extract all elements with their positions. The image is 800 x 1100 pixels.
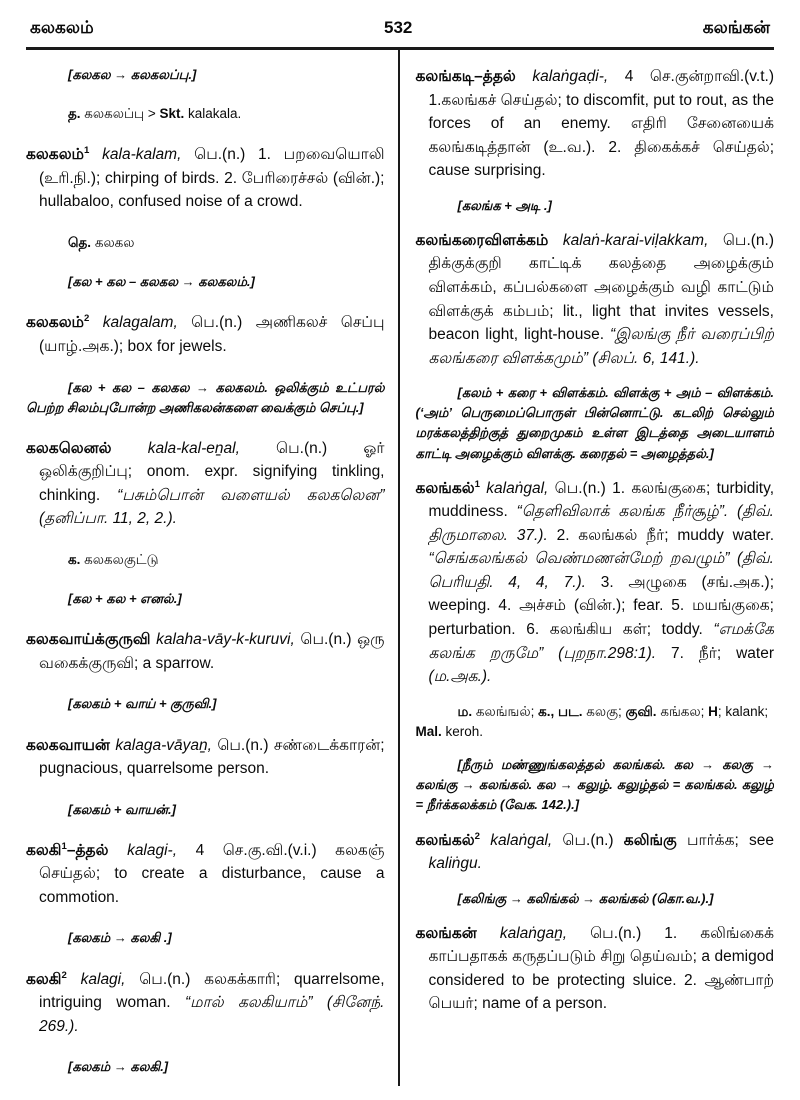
text-segment: [கலம் + கரை + விளக்கம். விளக்கு + அம் – விளக்கம். (‘அம்’ பெருமைப்பொருள் பின்னொட்டு. கடலிற் செல்லும் மரக்கலத்திற்குத் துறைமுகம் உள்ள இடத்தை அடையாளம் காட்டி அழைக்கும் விளக்கு. கரைதல் = அழைத்தல்.]: [415, 385, 774, 461]
cognate-note: [26, 233, 385, 253]
text-segment: 2: [61, 969, 67, 981]
text-segment: “பசும்பொன் வளையல் கலகலென” (தனிப்பா. 11, 2, 2.).: [39, 486, 385, 528]
text-segment: 4 செ.கு.வி.(v.i.) கலகஞ் செய்தல்; to create a disturbance, cause a commotion.: [39, 841, 385, 906]
text-segment: [89, 146, 102, 163]
dictionary-entry: [26, 839, 385, 910]
etymology-note: [26, 272, 385, 292]
text-segment: கலங்ஙல்;: [475, 703, 539, 719]
headword: கலங்கன்: [415, 924, 477, 942]
transliteration: kaliṅgu.: [428, 855, 482, 873]
text-segment: கலிங்கு: [623, 831, 677, 849]
etymology-note: [416, 755, 775, 815]
text-segment: Mal.: [415, 723, 446, 739]
text-segment: பெ.(n.) கலகக்காரி; quarrelsome, intriguing woman.: [39, 970, 385, 1012]
text-segment: [கல + கல + எனல்.]: [68, 591, 182, 607]
text-segment: ம.: [457, 703, 476, 719]
headword: கலகலம்: [26, 146, 85, 164]
etymology-note: [26, 928, 385, 948]
text-segment: [477, 925, 500, 942]
dictionary-entry: [26, 734, 385, 781]
headword: கலகலெனல்: [26, 439, 112, 457]
cognate-note: [26, 550, 385, 570]
text-segment: பெ.(n.) திக்குக்குறி காட்டிக் கலத்தை அழைக்கும் விளக்கம், கப்பல்களை அழைக்கும் வழி காட்டும் விளக்குக் கம்பம்; lit., light that invites vessels, beacon light, light-house.: [428, 231, 774, 344]
dictionary-entry: [26, 143, 385, 214]
cognate-note: [26, 104, 385, 124]
dictionary-entry: [26, 437, 385, 531]
transliteration: kalaṅgaḍi-,: [532, 68, 609, 85]
text-segment: [கல + கல – கலகல → கலகலம்.]: [68, 274, 255, 290]
dictionary-entry: [416, 229, 775, 370]
text-segment: பெ.(n.) 1. கலிங்கைக் காப்பதாகக் கருதப்படும் சிறு தெய்வம்; a demigod considered to be protecting sluice. 2. ஆண்பாற் பெயர்; name of a person.: [428, 924, 774, 1013]
page-number: 532: [384, 18, 413, 37]
text-segment: [548, 232, 562, 249]
headword: கலகி: [26, 970, 62, 988]
text-segment: 1: [474, 478, 480, 490]
headword: கலங்கல்: [415, 831, 475, 849]
text-segment: கலகலப்பு >: [84, 106, 160, 122]
headword: கலங்கரைவிளக்கம்: [415, 231, 549, 249]
text-segment: [கலங்க + அடி .]: [457, 197, 552, 213]
text-segment: [கலகம் + வாய் + குருவி.]: [68, 696, 217, 712]
transliteration: kalaga-vāyaṉ,: [115, 736, 212, 754]
text-segment: 1: [61, 840, 67, 852]
text-segment: 2: [84, 313, 90, 325]
text-segment: [கலகம் → கலகி.]: [68, 1059, 169, 1075]
text-segment: தெ.: [68, 235, 95, 251]
etymology-note: [416, 383, 775, 464]
headword: கலகவாயன்: [26, 736, 110, 754]
text-segment: கலகல: [94, 235, 135, 251]
header-guideword-left: கலகலம்: [30, 18, 94, 37]
headword: கலங்கடி–த்தல்: [415, 68, 516, 85]
text-segment: [516, 68, 533, 85]
etymology-note: [26, 1057, 385, 1077]
dictionary-entry: [416, 477, 775, 689]
transliteration: kalaṅgal,: [490, 831, 553, 849]
headword: கலகவாய்க்குருவி: [26, 631, 151, 649]
transliteration: kala-kal-eṉal,: [147, 439, 240, 457]
text-segment: [கலகல → கலகலப்பு.]: [68, 67, 197, 82]
dictionary-entry: [26, 628, 385, 675]
etymology-note: [26, 589, 385, 609]
transliteration: kalaṅgal,: [486, 479, 549, 497]
etymology-note: [26, 65, 385, 85]
text-segment: H: [708, 703, 718, 719]
text-segment: “செங்கலங்கல் வெண்மணன்மேற் றவழும்” (திவ். பெரியதி. 4, 4, 7.).: [428, 550, 774, 591]
text-segment: 4 செ.குன்றாவி.(v.t.) 1.கலங்கச் செய்தல்; to discomfit, put to rout, as the forces of an enemy. எதிரி சேனையைக் கலங்கடித்தான் (உ.வ.). 2. திகைக்கச் செய்தல்; cause surprising.: [428, 68, 774, 180]
text-segment: பெ.(n.) 1. பறவையொலி (உரி.நி.); chirping of birds. 2. பேரிரைச்சல் (வின்.); hullabaloo, confused noise of a crowd.: [39, 146, 385, 211]
transliteration: kalaha-vāy-k-kuruvi,: [156, 631, 295, 649]
text-segment: 1: [84, 145, 90, 157]
text-segment: keroh.: [445, 723, 484, 739]
etymology-note: [416, 196, 775, 216]
transliteration: kala-kalam,: [102, 146, 182, 164]
text-segment: [480, 832, 490, 849]
dictionary-entry: [416, 65, 775, 183]
text-segment: பெ.(n.) சண்டைக்காரன்; pugnacious, quarrelsome person.: [39, 736, 385, 778]
text-segment: Skt.: [159, 106, 188, 122]
page-header: [26, 12, 774, 47]
right-column: [400, 50, 775, 1086]
headword: கலகலம்: [26, 314, 85, 332]
transliteration: kalaṅgaṉ,: [499, 924, 568, 942]
text-segment: 2. கலங்கல் நீர்; muddy water.: [547, 526, 774, 544]
dictionary-body: [26, 50, 774, 1086]
text-segment: “இலங்கு நீர் வரைப்பிற் கலங்கரை விளக்கமும்” (சிலப். 6, 141.).: [428, 326, 774, 367]
text-segment: (ம.அக.).: [428, 668, 492, 686]
text-segment: [கல + கல – கலகல → கலகலம். ஒலிக்கும் உட்பரல் பெற்ற சிலம்புபோன்ற அணிகலன்களை வைக்கும் செப்பு.]: [26, 379, 385, 415]
text-segment: [கலிங்கு → கலிங்கல் → கலங்கல் (கொ.வ.).]: [457, 890, 714, 906]
text-segment: பெ.(n.) 1. கலங்குகை; turbidity, muddiness.: [428, 479, 774, 521]
dictionary-entry: [416, 829, 775, 876]
text-segment: kalakala.: [187, 106, 242, 122]
text-segment: பார்க்க; see: [676, 831, 774, 849]
text-segment: [89, 314, 102, 331]
text-segment: [112, 440, 148, 457]
etymology-note: [416, 889, 775, 909]
text-segment: க.: [68, 551, 85, 567]
text-segment: [கலகம் + வாயன்.]: [68, 801, 176, 817]
text-segment: க., பட.: [538, 703, 587, 719]
text-segment: த.: [68, 106, 85, 122]
text-segment: பெ.(n.) ஓர் ஒலிக்குறிப்பு; onom. expr. signifying tinkling, chinking.: [39, 439, 385, 504]
text-segment: 7. நீர்; water: [656, 644, 774, 662]
etymology-note: [26, 378, 385, 418]
text-segment: ; kalank;: [717, 703, 769, 719]
text-segment: 2: [474, 830, 480, 842]
transliteration: kalagi,: [80, 970, 126, 988]
text-segment: குவி.: [625, 703, 661, 719]
dictionary-entry: [26, 968, 385, 1039]
text-segment: [67, 971, 81, 988]
text-segment: கலகு;: [586, 703, 626, 719]
etymology-note: [26, 800, 385, 820]
dictionary-entry: [416, 922, 775, 1016]
dictionary-entry: [26, 311, 385, 358]
headword: –த்தல்: [66, 841, 109, 859]
text-segment: [கலகம் → கலகி .]: [68, 930, 172, 946]
text-segment: [109, 842, 128, 859]
transliteration: kalagalam,: [102, 314, 178, 332]
text-segment: கலகலகுட்டு: [84, 551, 159, 567]
text-segment: “மால் கலகியாம்” (சினேந். 269.).: [39, 994, 385, 1035]
transliteration: kalagi-,: [127, 841, 178, 859]
text-segment: பெ.(n.) அணிகலச் செப்பு (யாழ்.அக.); box for jewels.: [39, 314, 385, 355]
text-segment: “தெளிவிலாக் கலங்க நீர்சூழ்”. (திவ். திருமாலை. 37.).: [428, 503, 774, 544]
headword: கலகி: [26, 841, 62, 859]
transliteration: kalaṅ-karai-viḷakkam,: [562, 231, 709, 249]
text-segment: “எமக்கே கலங்க றருமே” (புறநா.298:1).: [428, 621, 774, 662]
header-guideword-right: கலங்கன்: [702, 18, 770, 37]
text-segment: பெ.(n.): [552, 831, 624, 849]
cognate-note: [416, 702, 775, 743]
etymology-note: [26, 694, 385, 714]
text-segment: [நீரும் மண்ணுங்கலத்தல் கலங்கல். கல → கலகு → கலங்கு → கலங்கல். கல → கலுழ். கலுழ்தல் = கலங்கல். கலுழ் = நீர்க்கலக்கம் (வேக. 142.).]: [415, 757, 774, 813]
text-segment: கங்கல;: [660, 703, 709, 719]
left-column: [26, 50, 398, 1086]
headword: கலங்கல்: [415, 479, 475, 497]
text-segment: 3. அழுகை (சங்.அக.); weeping. 4. அச்சம் (வின்.); fear. 5. மயங்குகை; perturbation. 6. கலங்கிய கள்; toddy.: [428, 573, 774, 638]
text-segment: பெ.(n.) ஒரு வகைக்குருவி; a sparrow.: [39, 631, 385, 672]
